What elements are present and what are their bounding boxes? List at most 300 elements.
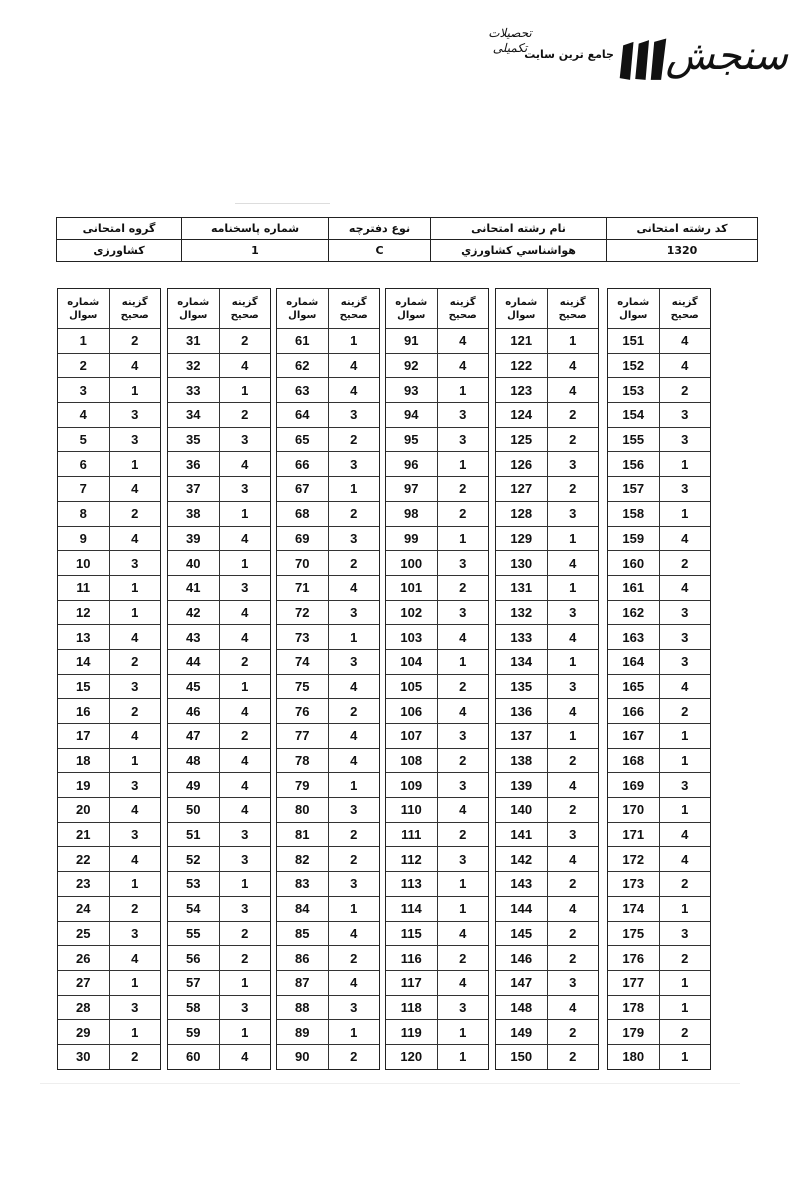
correct-option: 1 (219, 378, 270, 403)
answer-row (168, 526, 270, 551)
answer-row (58, 452, 160, 477)
question-number: 123 (496, 378, 547, 403)
correct-option: 4 (659, 353, 710, 378)
question-number: 92 (386, 353, 437, 378)
question-number: 130 (496, 551, 547, 576)
question-number: 62 (277, 353, 328, 378)
question-number: 14 (58, 649, 109, 674)
answer-row (608, 946, 710, 971)
correct-option: 3 (328, 995, 379, 1020)
correct-option: 3 (328, 798, 379, 823)
answer-row (608, 847, 710, 872)
correct-option: 4 (109, 847, 160, 872)
answer-row (58, 1044, 160, 1068)
question-number: 31 (168, 329, 219, 354)
question-number: 139 (496, 773, 547, 798)
correct-option: 1 (109, 748, 160, 773)
correct-option: 1 (328, 1020, 379, 1045)
answer-row (496, 724, 598, 749)
correct-option: 1 (437, 649, 488, 674)
correct-option: 4 (109, 946, 160, 971)
correct-option: 3 (659, 649, 710, 674)
correct-option: 3 (328, 600, 379, 625)
logo-books-icon (618, 36, 668, 84)
exam-info-header-row (57, 218, 758, 240)
correct-option: 2 (547, 477, 598, 502)
correct-option: 4 (219, 798, 270, 823)
question-number: 177 (608, 970, 659, 995)
correct-option: 4 (437, 798, 488, 823)
correct-option: 4 (328, 378, 379, 403)
question-number: 8 (58, 501, 109, 526)
exam-info-value-row (57, 240, 758, 262)
question-number: 10 (58, 551, 109, 576)
question-number: 34 (168, 403, 219, 428)
answer-row (168, 625, 270, 650)
answer-group-header (386, 289, 488, 329)
question-number: 26 (58, 946, 109, 971)
answer-key-grid (57, 288, 717, 1078)
question-number: 87 (277, 970, 328, 995)
correct-option: 3 (547, 822, 598, 847)
answer-row (496, 1044, 598, 1068)
correct-option: 3 (437, 773, 488, 798)
answer-row (277, 822, 379, 847)
answer-row (386, 501, 488, 526)
answer-row (168, 378, 270, 403)
answer-row (496, 649, 598, 674)
answer-row (386, 748, 488, 773)
question-number: 180 (608, 1044, 659, 1068)
correct-option: 3 (437, 724, 488, 749)
correct-option: 4 (219, 526, 270, 551)
correct-option: 4 (547, 378, 598, 403)
question-number: 18 (58, 748, 109, 773)
question-number: 128 (496, 501, 547, 526)
answer-row (386, 600, 488, 625)
answer-row (496, 353, 598, 378)
answer-row (58, 575, 160, 600)
correct-option: 2 (109, 329, 160, 354)
correct-option: 2 (328, 699, 379, 724)
answer-row (58, 921, 160, 946)
answer-row (277, 1044, 379, 1068)
correct-option: 1 (437, 452, 488, 477)
question-number: 61 (277, 329, 328, 354)
answer-row (58, 1020, 160, 1045)
correct-option: 1 (547, 575, 598, 600)
correct-option-header: گزینه صحیح (328, 289, 379, 329)
correct-option: 2 (109, 1044, 160, 1068)
correct-option: 2 (547, 872, 598, 897)
correct-option: 1 (659, 501, 710, 526)
correct-option: 1 (659, 995, 710, 1020)
answer-row (168, 575, 270, 600)
question-number: 99 (386, 526, 437, 551)
answer-row (168, 773, 270, 798)
answer-row (608, 649, 710, 674)
answer-row (496, 847, 598, 872)
question-number: 156 (608, 452, 659, 477)
correct-option: 3 (547, 970, 598, 995)
question-number: 168 (608, 748, 659, 773)
correct-option: 3 (109, 427, 160, 452)
correct-option: 3 (219, 477, 270, 502)
correct-option: 4 (219, 1044, 270, 1068)
correct-option: 1 (437, 1020, 488, 1045)
answer-row (608, 995, 710, 1020)
correct-option: 2 (547, 921, 598, 946)
question-number: 95 (386, 427, 437, 452)
question-number: 65 (277, 427, 328, 452)
question-number: 60 (168, 1044, 219, 1068)
answer-row (168, 748, 270, 773)
question-number: 90 (277, 1044, 328, 1068)
correct-option: 4 (547, 773, 598, 798)
answer-row (386, 921, 488, 946)
correct-option: 2 (659, 1020, 710, 1045)
answer-row (277, 872, 379, 897)
question-number: 37 (168, 477, 219, 502)
answer-row (168, 452, 270, 477)
question-number: 118 (386, 995, 437, 1020)
answer-row (58, 970, 160, 995)
question-number: 54 (168, 896, 219, 921)
answer-row (496, 773, 598, 798)
answer-row (608, 699, 710, 724)
exam-group-header: گروه امتحانی (57, 218, 182, 240)
question-number: 29 (58, 1020, 109, 1045)
answer-row (608, 674, 710, 699)
question-number: 59 (168, 1020, 219, 1045)
question-number: 50 (168, 798, 219, 823)
answer-row (608, 378, 710, 403)
question-number: 55 (168, 921, 219, 946)
answer-row (386, 946, 488, 971)
question-number: 77 (277, 724, 328, 749)
question-number: 76 (277, 699, 328, 724)
question-number: 3 (58, 378, 109, 403)
answer-row (277, 600, 379, 625)
question-number: 136 (496, 699, 547, 724)
answer-row (608, 896, 710, 921)
question-number: 132 (496, 600, 547, 625)
question-number: 75 (277, 674, 328, 699)
answer-row (496, 970, 598, 995)
answer-row (608, 773, 710, 798)
correct-option: 3 (109, 403, 160, 428)
answer-group (57, 288, 161, 1070)
correct-option: 2 (659, 551, 710, 576)
answer-row (168, 649, 270, 674)
question-number: 133 (496, 625, 547, 650)
correct-option: 4 (547, 896, 598, 921)
answer-row (496, 1020, 598, 1045)
answer-row (168, 1044, 270, 1068)
question-number: 122 (496, 353, 547, 378)
correct-option: 3 (109, 551, 160, 576)
question-number: 159 (608, 526, 659, 551)
question-number: 36 (168, 452, 219, 477)
answer-row (277, 674, 379, 699)
correct-option: 1 (659, 724, 710, 749)
answer-row (168, 724, 270, 749)
correct-option: 3 (109, 822, 160, 847)
correct-option: 1 (659, 1044, 710, 1068)
question-number-header: شماره سوال (496, 289, 547, 329)
answer-row (496, 896, 598, 921)
correct-option: 3 (659, 625, 710, 650)
answer-row (58, 353, 160, 378)
correct-option: 4 (547, 551, 598, 576)
correct-option: 1 (659, 798, 710, 823)
question-number: 97 (386, 477, 437, 502)
correct-option: 2 (328, 822, 379, 847)
correct-option: 4 (219, 748, 270, 773)
answer-row (386, 551, 488, 576)
question-number: 171 (608, 822, 659, 847)
answer-row (277, 526, 379, 551)
answer-row (58, 773, 160, 798)
question-number: 53 (168, 872, 219, 897)
correct-option: 2 (328, 501, 379, 526)
answer-row (386, 773, 488, 798)
correct-option: 4 (659, 822, 710, 847)
question-number: 111 (386, 822, 437, 847)
question-number: 161 (608, 575, 659, 600)
answer-row (277, 427, 379, 452)
answer-row (386, 896, 488, 921)
correct-option: 1 (659, 452, 710, 477)
logo-tagline-script: تحصیلات تکمیلی (488, 26, 532, 55)
question-number: 110 (386, 798, 437, 823)
correct-option: 4 (219, 773, 270, 798)
correct-option: 4 (219, 600, 270, 625)
answer-row (386, 452, 488, 477)
correct-option: 1 (219, 970, 270, 995)
question-number: 173 (608, 872, 659, 897)
correct-option: 2 (547, 427, 598, 452)
correct-option: 4 (547, 995, 598, 1020)
answer-row (277, 501, 379, 526)
question-number: 162 (608, 600, 659, 625)
correct-option-header: گزینه صحیح (109, 289, 160, 329)
correct-option: 3 (437, 551, 488, 576)
question-number: 51 (168, 822, 219, 847)
correct-option: 2 (109, 896, 160, 921)
question-number: 41 (168, 575, 219, 600)
answer-row (58, 995, 160, 1020)
correct-option: 3 (328, 526, 379, 551)
answer-row (608, 625, 710, 650)
question-number: 121 (496, 329, 547, 354)
correct-option: 3 (219, 896, 270, 921)
answer-row (386, 575, 488, 600)
correct-option: 1 (109, 378, 160, 403)
answer-row (58, 501, 160, 526)
correct-option: 3 (659, 600, 710, 625)
answer-row (277, 551, 379, 576)
correct-option: 3 (547, 452, 598, 477)
answer-row (58, 699, 160, 724)
question-number: 2 (58, 353, 109, 378)
question-number: 86 (277, 946, 328, 971)
answer-row (608, 921, 710, 946)
correct-option: 1 (219, 501, 270, 526)
question-number: 74 (277, 649, 328, 674)
correct-option: 3 (659, 403, 710, 428)
correct-option: 3 (328, 649, 379, 674)
answer-row (386, 798, 488, 823)
answer-row (496, 477, 598, 502)
correct-option: 4 (437, 329, 488, 354)
question-number: 117 (386, 970, 437, 995)
correct-option: 4 (328, 748, 379, 773)
correct-option: 4 (109, 353, 160, 378)
answer-group (167, 288, 271, 1070)
question-number: 38 (168, 501, 219, 526)
question-number: 9 (58, 526, 109, 551)
answer-row (168, 329, 270, 354)
correct-option: 4 (109, 724, 160, 749)
answer-row (496, 551, 598, 576)
answer-row (168, 847, 270, 872)
question-number: 157 (608, 477, 659, 502)
answer-row (58, 477, 160, 502)
field-name-header: نام رشته امتحانی (431, 218, 607, 240)
correct-option: 4 (328, 575, 379, 600)
answer-row (277, 773, 379, 798)
answer-row (608, 551, 710, 576)
answer-row (608, 970, 710, 995)
question-number: 44 (168, 649, 219, 674)
question-number: 138 (496, 748, 547, 773)
answer-row (608, 872, 710, 897)
answer-sheet-number-value: 1 (182, 240, 329, 262)
answer-row (608, 403, 710, 428)
answer-row (496, 600, 598, 625)
question-number: 30 (58, 1044, 109, 1068)
question-number: 172 (608, 847, 659, 872)
correct-option: 1 (437, 526, 488, 551)
answer-row (386, 872, 488, 897)
answer-row (277, 847, 379, 872)
question-number: 124 (496, 403, 547, 428)
answer-row (58, 427, 160, 452)
correct-option: 1 (109, 600, 160, 625)
correct-option: 3 (328, 452, 379, 477)
answer-row (168, 921, 270, 946)
answer-row (386, 1044, 488, 1068)
question-number: 165 (608, 674, 659, 699)
answer-row (496, 921, 598, 946)
answer-row (58, 526, 160, 551)
answer-row (168, 995, 270, 1020)
correct-option: 2 (109, 501, 160, 526)
answer-row (58, 872, 160, 897)
question-number: 91 (386, 329, 437, 354)
question-number: 19 (58, 773, 109, 798)
correct-option: 2 (328, 427, 379, 452)
correct-option: 2 (547, 798, 598, 823)
correct-option: 3 (547, 501, 598, 526)
question-number: 129 (496, 526, 547, 551)
correct-option: 4 (547, 353, 598, 378)
correct-option: 4 (659, 575, 710, 600)
answer-row (168, 674, 270, 699)
question-number: 21 (58, 822, 109, 847)
answer-row (386, 822, 488, 847)
correct-option: 4 (109, 526, 160, 551)
correct-option: 2 (219, 724, 270, 749)
question-number: 57 (168, 970, 219, 995)
question-number: 35 (168, 427, 219, 452)
question-number: 11 (58, 575, 109, 600)
answer-group-header (277, 289, 379, 329)
answer-row (277, 1020, 379, 1045)
correct-option: 2 (547, 403, 598, 428)
question-number: 48 (168, 748, 219, 773)
question-number: 73 (277, 625, 328, 650)
question-number: 158 (608, 501, 659, 526)
field-code-header: کد رشته امتحانی (607, 218, 758, 240)
answer-row (496, 995, 598, 1020)
answer-row (277, 477, 379, 502)
correct-option: 1 (109, 452, 160, 477)
answer-row (58, 674, 160, 699)
question-number: 94 (386, 403, 437, 428)
question-number: 114 (386, 896, 437, 921)
correct-option: 1 (328, 625, 379, 650)
correct-option: 4 (437, 625, 488, 650)
correct-option: 2 (437, 674, 488, 699)
question-number: 81 (277, 822, 328, 847)
correct-option: 2 (219, 946, 270, 971)
correct-option: 2 (547, 1044, 598, 1068)
question-number: 52 (168, 847, 219, 872)
question-number: 16 (58, 699, 109, 724)
question-number: 106 (386, 699, 437, 724)
answer-row (496, 674, 598, 699)
correct-option: 4 (659, 329, 710, 354)
answer-row (608, 1044, 710, 1068)
answer-row (608, 329, 710, 354)
correct-option: 4 (219, 699, 270, 724)
answer-row (277, 921, 379, 946)
correct-option: 4 (328, 724, 379, 749)
correct-option: 3 (437, 995, 488, 1020)
question-number: 82 (277, 847, 328, 872)
correct-option: 3 (437, 403, 488, 428)
question-number: 63 (277, 378, 328, 403)
correct-option: 1 (437, 1044, 488, 1068)
question-number: 167 (608, 724, 659, 749)
question-number: 109 (386, 773, 437, 798)
question-number: 131 (496, 575, 547, 600)
question-number: 84 (277, 896, 328, 921)
correct-option: 2 (328, 946, 379, 971)
question-number: 33 (168, 378, 219, 403)
correct-option: 2 (437, 748, 488, 773)
correct-option: 1 (547, 329, 598, 354)
logo (480, 18, 790, 94)
question-number: 20 (58, 798, 109, 823)
question-number: 85 (277, 921, 328, 946)
correct-option: 4 (547, 847, 598, 872)
correct-option: 4 (328, 353, 379, 378)
answer-row (386, 526, 488, 551)
question-number: 71 (277, 575, 328, 600)
